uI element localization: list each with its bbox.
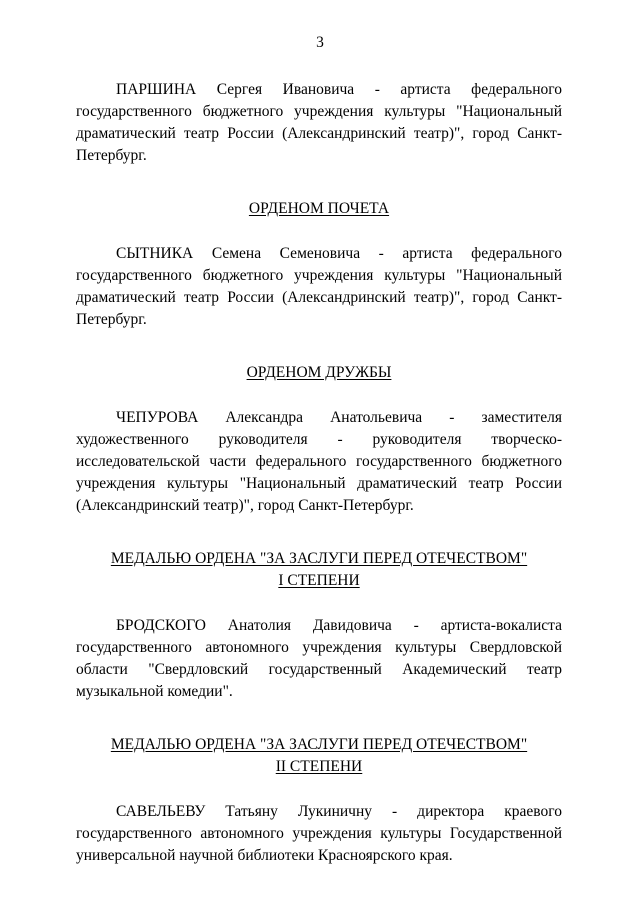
award-heading-orden-druzhby: ОРДЕНОМ ДРУЖБЫ (246, 364, 392, 381)
award-heading-medal-1-line1: МЕДАЛЬЮ ОРДЕНА "ЗА ЗАСЛУГИ ПЕРЕД ОТЕЧЕСТВОМ" (110, 550, 528, 567)
award-heading-medal-2 (76, 734, 562, 778)
award-heading-medal-1-line2: I СТЕПЕНИ (278, 572, 360, 589)
award-paragraph-parshin: ПАРШИНА Сергея Ивановича - артиста федерального государственного бюджетного учреждения культуры "Национальный драматический театр России (Александринский театр)", город Санкт-Петербург. (76, 81, 562, 164)
award-heading-orden-pocheta: ОРДЕНОМ ПОЧЕТА (248, 200, 390, 217)
page-number: 3 (316, 34, 324, 51)
award-heading-medal-1 (76, 548, 562, 592)
award-heading-medal-2-line2: II СТЕПЕНИ (275, 758, 363, 775)
award-paragraph-sytnik: СЫТНИКА Семена Семеновича - артиста федерального государственного бюджетного учреждения культуры "Национальный драматический театр России (Александринский театр)", город Санкт-Петербург. (76, 245, 562, 328)
award-paragraph-savelyeva: САВЕЛЬЕВУ Татьяну Лукиничну - директора краевого государственного автономного учреждения культуры Государственной универсальной научной библиотеки Красноярского края. (76, 803, 562, 864)
award-paragraph-chepurov: ЧЕПУРОВА Александра Анатольевича - заместителя художественного руководителя - руководителя творческо-исследовательской части федерального государственного бюджетного учреждения культуры "Национальный драматический театр России (Александринский театр)", город Санкт-Петербург. (76, 409, 562, 514)
award-paragraph-brodsky: БРОДСКОГО Анатолия Давидовича - артиста-вокалиста государственного автономного учреждения культуры Свердловской области "Свердловский государственный Академический театр музыкальной комедии". (76, 617, 562, 700)
document-body (76, 79, 562, 867)
award-heading-medal-2-line1: МЕДАЛЬЮ ОРДЕНА "ЗА ЗАСЛУГИ ПЕРЕД ОТЕЧЕСТВОМ" (110, 736, 528, 753)
